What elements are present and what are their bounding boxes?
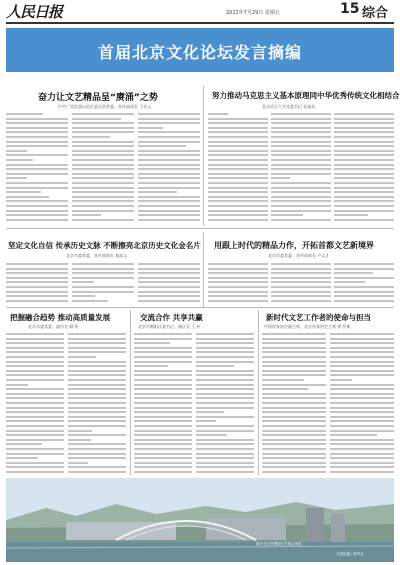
article-3-byline: 北京市委常委、宣传部部长 莫高义 <box>66 253 128 258</box>
column-divider <box>203 86 204 226</box>
newspaper-logo: 人民日报 <box>6 3 63 21</box>
masthead <box>0 0 400 24</box>
article-4-body-col1 <box>208 262 268 304</box>
article-2-body-col2 <box>271 112 331 222</box>
article-7-body-col1 <box>262 332 326 474</box>
column-divider <box>130 310 131 475</box>
article-4-body-col3 <box>334 262 394 304</box>
article-5-body-col1 <box>6 332 64 474</box>
section-name: 综合 <box>362 6 389 21</box>
article-2-headline: 努力推动马克思主义基本原理同中华优秀传统文化相结合 <box>212 91 400 100</box>
article-6-body-col1 <box>134 332 192 474</box>
news-photo <box>6 478 394 562</box>
article-5-headline: 把握融合趋势 推动高质量发展 <box>10 313 111 322</box>
article-1-body-col3 <box>138 112 200 222</box>
article-4-byline: 北京市委常委、宣传部部长 卢文才 <box>268 253 330 258</box>
row-divider <box>6 307 394 308</box>
article-1-byline: 中共广西壮族自治区委员会常委、宣传部部长 王宏元 <box>58 104 152 109</box>
article-3-body-col3 <box>138 262 200 304</box>
article-7-byline: 中国作家协会副主席、北京作家协会主席 徐 怀新 <box>264 324 351 329</box>
article-1-body-col2 <box>72 112 134 222</box>
masthead-rule <box>6 22 394 24</box>
row-divider <box>6 228 394 229</box>
page-number: 15 <box>340 1 360 17</box>
article-5-body-col2 <box>68 332 126 474</box>
article-6-byline: 北京市朝阳区委书记、副区长 王 朴 <box>138 324 201 329</box>
dateline: 2022年7月29日 星期五 <box>226 10 280 16</box>
article-1-body-col1 <box>6 112 68 222</box>
article-3-headline: 坚定文化自信 传承历史文脉 不断擦亮北京历史文化金名片 <box>8 241 201 250</box>
article-7-body-col2 <box>330 332 394 474</box>
column-divider <box>258 310 259 475</box>
column-divider <box>203 232 204 307</box>
article-2-body-col1 <box>208 112 268 222</box>
article-4-body-col2 <box>271 262 331 304</box>
article-3-body-col1 <box>6 262 68 304</box>
feature-banner <box>6 28 394 72</box>
article-6-headline: 交流合作 共享共赢 <box>140 313 203 322</box>
article-2-byline: 北京语言大学党委书记 张旭东 <box>262 104 316 109</box>
photo-credit: 王刚迅摄 / 新华社 <box>336 552 364 556</box>
photo-caption: 图为北京首钢园区冬奥会场馆。 <box>256 542 305 546</box>
article-3-body-col2 <box>72 262 134 304</box>
banner-title: 首届北京文化论坛发言摘编 <box>97 43 302 62</box>
article-6-body-col2 <box>196 332 254 474</box>
article-1-headline: 奋力让文艺精品呈“赓涌”之势 <box>38 93 158 103</box>
article-2-body-col3 <box>334 112 394 222</box>
article-7-headline: 新时代文艺工作者的使命与担当 <box>266 313 371 322</box>
article-5-byline: 北京市委常委、副市长 顾 明 <box>28 324 79 329</box>
photo-image <box>6 478 394 562</box>
article-4-headline: 用跟上时代的精品力作，开拓首都文艺新境界 <box>214 241 374 250</box>
